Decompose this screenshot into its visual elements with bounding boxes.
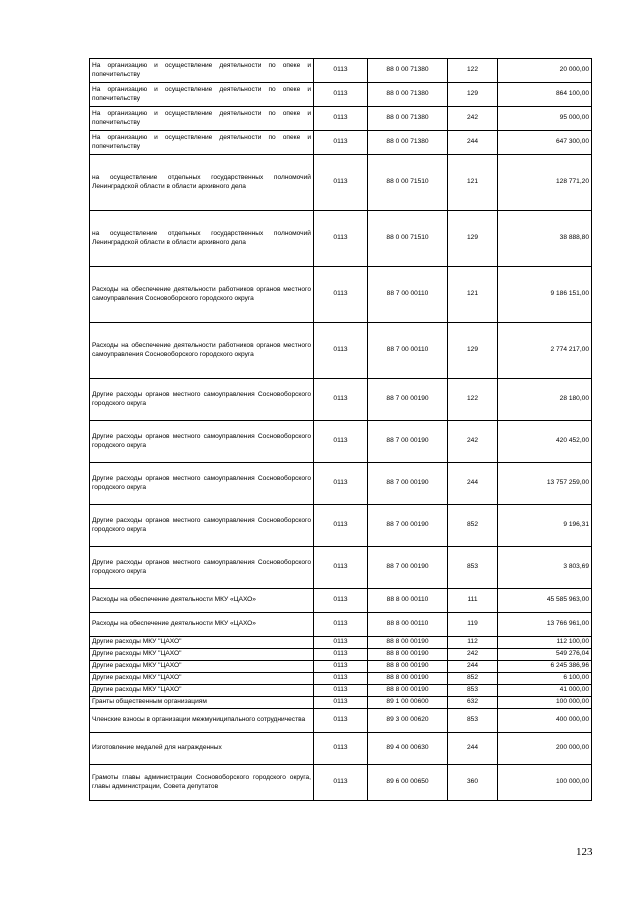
row-section: 0113 — [314, 673, 368, 685]
row-section: 0113 — [314, 131, 368, 155]
row-expense-type: 852 — [448, 673, 498, 685]
row-section: 0113 — [314, 733, 368, 765]
row-section: 0113 — [314, 547, 368, 589]
row-article: 88 7 00 00190 — [368, 379, 448, 421]
table-row — [90, 379, 592, 421]
table-row — [90, 709, 592, 733]
table-row — [90, 697, 592, 709]
row-amount: 20 000,00 — [498, 59, 592, 83]
row-amount: 864 100,00 — [498, 83, 592, 107]
row-amount: 400 000,00 — [498, 709, 592, 733]
row-expense-type: 119 — [448, 613, 498, 637]
row-section: 0113 — [314, 709, 368, 733]
row-section: 0113 — [314, 107, 368, 131]
row-article: 88 0 00 71380 — [368, 59, 448, 83]
table-row — [90, 59, 592, 83]
row-amount: 13 757 259,00 — [498, 463, 592, 505]
row-name: Другие расходы МКУ "ЦАХО" — [90, 661, 314, 673]
row-name: Другие расходы МКУ "ЦАХО" — [90, 673, 314, 685]
row-article: 88 7 00 00110 — [368, 323, 448, 379]
row-name: Другие расходы МКУ "ЦАХО" — [90, 637, 314, 649]
table-row — [90, 131, 592, 155]
row-article: 88 0 00 71380 — [368, 83, 448, 107]
row-article: 88 7 00 00190 — [368, 505, 448, 547]
row-article: 88 8 00 00190 — [368, 661, 448, 673]
row-article: 89 4 00 00630 — [368, 733, 448, 765]
row-expense-type: 242 — [448, 649, 498, 661]
table-row — [90, 267, 592, 323]
row-section: 0113 — [314, 685, 368, 697]
row-name: Другие расходы органов местного самоуправления Сосновоборского городского округа — [90, 379, 314, 421]
row-expense-type: 122 — [448, 59, 498, 83]
row-expense-type: 122 — [448, 379, 498, 421]
row-article: 88 0 00 71510 — [368, 211, 448, 267]
row-article: 88 8 00 00110 — [368, 589, 448, 613]
row-amount: 549 276,04 — [498, 649, 592, 661]
row-name: Расходы на обеспечение деятельности МКУ «ЦАХО» — [90, 589, 314, 613]
table-row — [90, 547, 592, 589]
row-expense-type: 129 — [448, 323, 498, 379]
row-amount: 2 774 217,00 — [498, 323, 592, 379]
row-article: 88 8 00 00190 — [368, 637, 448, 649]
row-name: На организацию и осуществление деятельности по опеке и попечительству — [90, 83, 314, 107]
budget-table — [89, 58, 592, 801]
row-expense-type: 242 — [448, 107, 498, 131]
table-row — [90, 661, 592, 673]
row-name: Другие расходы органов местного самоуправления Сосновоборского городского округа — [90, 547, 314, 589]
row-amount: 13 766 961,00 — [498, 613, 592, 637]
row-section: 0113 — [314, 589, 368, 613]
row-section: 0113 — [314, 649, 368, 661]
row-section: 0113 — [314, 697, 368, 709]
table-row — [90, 421, 592, 463]
row-article: 88 7 00 00190 — [368, 463, 448, 505]
row-amount: 9 196,31 — [498, 505, 592, 547]
row-amount: 647 300,00 — [498, 131, 592, 155]
row-article: 88 7 00 00190 — [368, 421, 448, 463]
row-section: 0113 — [314, 661, 368, 673]
row-name: Другие расходы МКУ "ЦАХО" — [90, 649, 314, 661]
row-amount: 41 000,00 — [498, 685, 592, 697]
row-name: Другие расходы органов местного самоуправления Сосновоборского городского округа — [90, 505, 314, 547]
row-name: Изготовление медалей для награжденных — [90, 733, 314, 765]
row-expense-type: 111 — [448, 589, 498, 613]
row-expense-type: 853 — [448, 547, 498, 589]
table-row — [90, 463, 592, 505]
row-amount: 100 000,00 — [498, 697, 592, 709]
row-section: 0113 — [314, 83, 368, 107]
row-expense-type: 121 — [448, 155, 498, 211]
table-row — [90, 685, 592, 697]
row-article: 89 1 00 00600 — [368, 697, 448, 709]
row-expense-type: 242 — [448, 421, 498, 463]
table-row — [90, 155, 592, 211]
row-amount: 38 888,80 — [498, 211, 592, 267]
row-section: 0113 — [314, 421, 368, 463]
row-name: Гранты общественным организациям — [90, 697, 314, 709]
row-article: 88 7 00 00110 — [368, 267, 448, 323]
row-amount: 45 585 963,00 — [498, 589, 592, 613]
row-name: На организацию и осуществление деятельности по опеке и попечительству — [90, 107, 314, 131]
row-section: 0113 — [314, 463, 368, 505]
table-row — [90, 107, 592, 131]
table-row — [90, 765, 592, 801]
row-article: 89 3 00 00620 — [368, 709, 448, 733]
table-row — [90, 323, 592, 379]
row-section: 0113 — [314, 379, 368, 421]
row-section: 0113 — [314, 765, 368, 801]
row-section: 0113 — [314, 505, 368, 547]
row-amount: 128 771,20 — [498, 155, 592, 211]
budget-table-body — [90, 59, 592, 801]
row-expense-type: 244 — [448, 463, 498, 505]
row-article: 88 8 00 00190 — [368, 685, 448, 697]
table-row — [90, 505, 592, 547]
row-section: 0113 — [314, 613, 368, 637]
table-row — [90, 211, 592, 267]
row-name: на осуществление отдельных государственных полномочий Ленинградской области в области архивного дела — [90, 155, 314, 211]
table-row — [90, 637, 592, 649]
table-row — [90, 673, 592, 685]
row-section: 0113 — [314, 637, 368, 649]
row-expense-type: 121 — [448, 267, 498, 323]
row-name: Другие расходы МКУ "ЦАХО" — [90, 685, 314, 697]
row-article: 88 0 00 71380 — [368, 107, 448, 131]
row-expense-type: 112 — [448, 637, 498, 649]
row-article: 88 8 00 00190 — [368, 673, 448, 685]
row-name: на осуществление отдельных государственных полномочий Ленинградской области в области архивного дела — [90, 211, 314, 267]
row-name: На организацию и осуществление деятельности по опеке и попечительству — [90, 59, 314, 83]
row-name: Грамоты главы администрации Сосновоборского городского округа, главы администрации, Совета депутатов — [90, 765, 314, 801]
row-amount: 420 452,00 — [498, 421, 592, 463]
row-expense-type: 129 — [448, 211, 498, 267]
row-article: 88 0 00 71510 — [368, 155, 448, 211]
row-amount: 28 180,00 — [498, 379, 592, 421]
row-expense-type: 632 — [448, 697, 498, 709]
row-expense-type: 852 — [448, 505, 498, 547]
row-name: На организацию и осуществление деятельности по опеке и попечительству — [90, 131, 314, 155]
row-amount: 100 000,00 — [498, 765, 592, 801]
row-article: 88 8 00 00190 — [368, 649, 448, 661]
row-section: 0113 — [314, 323, 368, 379]
row-name: Другие расходы органов местного самоуправления Сосновоборского городского округа — [90, 463, 314, 505]
row-amount: 6 245 386,96 — [498, 661, 592, 673]
row-expense-type: 244 — [448, 131, 498, 155]
row-section: 0113 — [314, 267, 368, 323]
table-row — [90, 589, 592, 613]
row-article: 88 8 00 00110 — [368, 613, 448, 637]
row-section: 0113 — [314, 59, 368, 83]
row-article: 88 7 00 00190 — [368, 547, 448, 589]
row-article: 88 0 00 71380 — [368, 131, 448, 155]
table-row — [90, 733, 592, 765]
row-amount: 95 000,00 — [498, 107, 592, 131]
row-amount: 112 100,00 — [498, 637, 592, 649]
row-name: Расходы на обеспечение деятельности работников органов местного самоуправления Сосновоборского городского округа — [90, 323, 314, 379]
table-row — [90, 649, 592, 661]
row-expense-type: 244 — [448, 733, 498, 765]
row-name: Расходы на обеспечение деятельности МКУ «ЦАХО» — [90, 613, 314, 637]
row-article: 89 6 00 00650 — [368, 765, 448, 801]
table-row — [90, 613, 592, 637]
row-amount: 6 100,00 — [498, 673, 592, 685]
row-amount: 3 803,69 — [498, 547, 592, 589]
page-number: 123 — [576, 846, 593, 858]
row-expense-type: 129 — [448, 83, 498, 107]
row-name: Другие расходы органов местного самоуправления Сосновоборского городского округа — [90, 421, 314, 463]
row-expense-type: 360 — [448, 765, 498, 801]
row-amount: 9 186 151,00 — [498, 267, 592, 323]
row-amount: 200 000,00 — [498, 733, 592, 765]
row-section: 0113 — [314, 155, 368, 211]
row-section: 0113 — [314, 211, 368, 267]
row-expense-type: 853 — [448, 685, 498, 697]
table-row — [90, 83, 592, 107]
row-name: Членские взносы в организации межмуниципального сотрудничества — [90, 709, 314, 733]
row-expense-type: 853 — [448, 709, 498, 733]
row-name: Расходы на обеспечение деятельности работников органов местного самоуправления Сосновоборского городского округа — [90, 267, 314, 323]
row-expense-type: 244 — [448, 661, 498, 673]
